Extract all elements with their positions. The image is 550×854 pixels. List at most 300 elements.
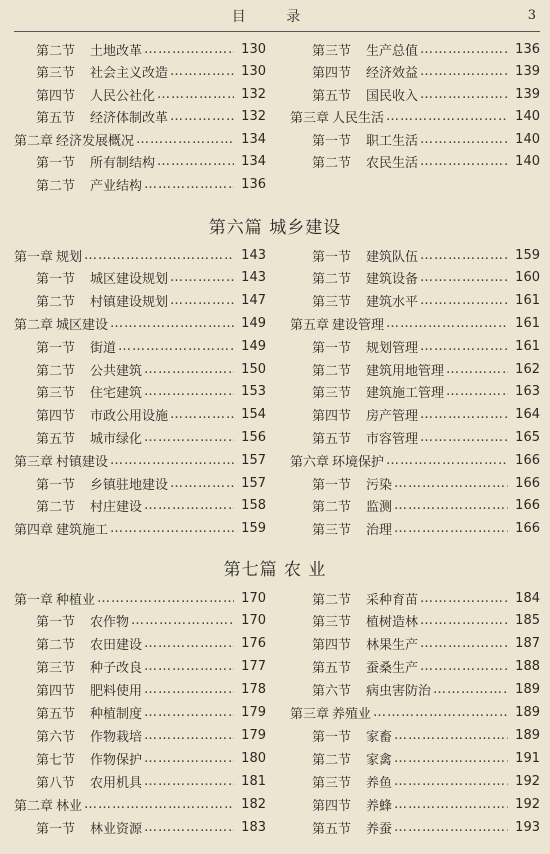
entry-page-number: 184 xyxy=(515,590,540,606)
entry-title: 产业结构 xyxy=(90,178,143,194)
entry-label: 第一章 xyxy=(14,592,54,608)
entry-label: 第二节 xyxy=(36,638,76,654)
dot-leader xyxy=(118,339,234,354)
toc-section-entry[interactable] xyxy=(14,173,266,195)
entry-page-number: 134 xyxy=(241,131,266,147)
entry-page-number: 193 xyxy=(515,819,540,835)
entry-title: 家禽 xyxy=(366,752,393,768)
entry-label: 第三节 xyxy=(312,615,352,631)
entry-label: 第二节 xyxy=(312,500,352,516)
entry-title: 种子改良 xyxy=(90,661,143,677)
toc-chapter-entry[interactable] xyxy=(290,106,540,128)
dot-leader xyxy=(420,42,508,57)
entry-page-number: 166 xyxy=(515,521,540,537)
toc-chapter-entry[interactable] xyxy=(14,449,266,471)
dot-leader xyxy=(131,613,234,628)
entry-page-number: 159 xyxy=(515,247,540,263)
dot-leader xyxy=(420,339,508,354)
dot-leader xyxy=(420,87,508,102)
entry-label: 第二节 xyxy=(312,272,352,288)
entry-page-number: 165 xyxy=(515,429,540,445)
entry-page-number: 192 xyxy=(515,796,540,812)
entry-title: 城区建设 xyxy=(56,317,109,333)
toc-section-entry[interactable] xyxy=(14,472,266,494)
toc-section-entry[interactable] xyxy=(290,426,540,448)
entry-page-number: 134 xyxy=(241,154,266,169)
entry-title: 生产总值 xyxy=(366,43,419,59)
entry-page-number: 166 xyxy=(515,475,540,491)
toc-section-entry[interactable] xyxy=(290,518,540,540)
entry-title: 养鱼 xyxy=(366,775,393,791)
entry-title: 监测 xyxy=(366,500,393,516)
dot-leader xyxy=(420,591,508,606)
dot-leader xyxy=(394,797,508,812)
entry-page-number: 156 xyxy=(241,429,266,445)
entry-title: 养蜂 xyxy=(366,798,393,814)
entry-page-number: 150 xyxy=(241,361,266,377)
dot-leader xyxy=(420,270,508,285)
toc-section-entry[interactable] xyxy=(290,38,540,60)
entry-page-number: 130 xyxy=(241,64,266,79)
dot-leader xyxy=(144,362,234,377)
entry-label: 第三节 xyxy=(312,295,352,311)
dot-leader xyxy=(157,87,234,102)
entry-label: 第五节 xyxy=(36,111,76,126)
entry-label: 第四节 xyxy=(312,798,352,814)
entry-page-number: 140 xyxy=(515,154,540,169)
entry-label: 第三章 xyxy=(290,111,330,126)
entry-title: 建筑设备 xyxy=(366,272,419,288)
entry-page-number: 161 xyxy=(515,315,540,331)
entry-page-number: 187 xyxy=(515,636,540,652)
toc-section-entry[interactable] xyxy=(14,151,266,173)
entry-label: 第二节 xyxy=(312,592,352,608)
entry-label: 第五节 xyxy=(36,431,76,447)
page-number: 3 xyxy=(527,8,536,23)
entry-title: 建筑队伍 xyxy=(366,249,419,265)
entry-label: 第三章 xyxy=(290,707,330,722)
dot-leader xyxy=(170,270,234,285)
dot-leader xyxy=(144,728,234,743)
entry-page-number: 162 xyxy=(515,361,540,377)
entry-title: 采种育苗 xyxy=(366,592,419,608)
dot-leader xyxy=(394,728,508,743)
entry-title: 农田建设 xyxy=(90,638,143,654)
dot-leader xyxy=(446,362,508,377)
entry-label: 第三节 xyxy=(36,661,76,677)
entry-title: 农用机具 xyxy=(90,775,143,791)
entry-label: 第二节 xyxy=(312,752,352,768)
toc-chapter-entry[interactable] xyxy=(14,518,266,540)
toc-section-entry[interactable] xyxy=(290,679,540,701)
toc-chapter-entry[interactable] xyxy=(14,244,266,266)
toc-section-entry[interactable] xyxy=(14,358,266,380)
toc-chapter-entry[interactable] xyxy=(290,449,540,471)
dot-leader xyxy=(110,521,234,536)
entry-label: 第二节 xyxy=(36,363,76,379)
entry-page-number: 163 xyxy=(515,384,540,400)
dot-leader xyxy=(144,498,234,513)
entry-label: 第二节 xyxy=(36,295,76,311)
entry-label: 第三节 xyxy=(36,66,76,81)
entry-page-number: 166 xyxy=(515,498,540,514)
entry-title: 市容管理 xyxy=(366,431,419,447)
dot-leader xyxy=(420,659,508,674)
dot-leader xyxy=(394,774,508,789)
entry-title: 农作物 xyxy=(90,615,130,631)
toc-section-entry[interactable] xyxy=(290,151,540,173)
entry-label: 第一节 xyxy=(312,477,352,493)
toc-chapter-entry[interactable] xyxy=(290,312,540,334)
toc-section-entry[interactable] xyxy=(290,83,540,105)
toc-section-entry[interactable] xyxy=(14,404,266,426)
entry-label: 第四节 xyxy=(36,409,76,425)
dot-leader xyxy=(394,751,508,766)
entry-page-number: 132 xyxy=(241,86,266,102)
entry-label: 第六章 xyxy=(290,454,330,470)
toc-section-entry[interactable] xyxy=(14,335,266,357)
toc-section-entry[interactable] xyxy=(290,404,540,426)
entry-page-number: 192 xyxy=(515,773,540,789)
entry-page-number: 177 xyxy=(241,659,266,675)
entry-title: 农民生活 xyxy=(366,156,419,171)
entry-page-number: 130 xyxy=(241,41,266,57)
entry-title: 林果生产 xyxy=(366,638,419,654)
dot-leader xyxy=(373,705,508,720)
dot-leader xyxy=(144,820,234,835)
entry-page-number: 157 xyxy=(241,452,266,468)
entry-page-number: 191 xyxy=(515,750,540,766)
entry-label: 第四章 xyxy=(14,523,54,539)
entry-title: 养蚕 xyxy=(366,821,393,837)
toc-section-entry[interactable] xyxy=(290,816,540,838)
entry-label: 第二节 xyxy=(312,156,352,171)
dot-leader xyxy=(394,476,508,491)
entry-page-number: 170 xyxy=(241,613,266,629)
entry-title: 污染 xyxy=(366,477,393,493)
dot-leader xyxy=(170,407,234,422)
entry-page-number: 149 xyxy=(241,338,266,354)
entry-label: 第四节 xyxy=(312,409,352,425)
entry-label: 第一节 xyxy=(36,156,76,171)
entry-label: 第二章 xyxy=(14,133,54,149)
entry-label: 第三节 xyxy=(312,43,352,59)
entry-title: 作物栽培 xyxy=(90,729,143,745)
dot-leader xyxy=(420,293,508,308)
entry-title: 规划 xyxy=(56,249,83,265)
toc-section-entry[interactable] xyxy=(14,426,266,448)
entry-page-number: 158 xyxy=(241,498,266,514)
dot-leader xyxy=(144,682,234,697)
toc-section-entry[interactable] xyxy=(290,633,540,655)
entry-label: 第四节 xyxy=(312,66,352,81)
dot-leader xyxy=(170,293,234,308)
entry-page-number: 179 xyxy=(241,705,266,720)
entry-title: 所有制结构 xyxy=(90,156,156,171)
entry-title: 建筑水平 xyxy=(366,295,419,311)
entry-title: 林业 xyxy=(56,798,83,814)
dot-leader xyxy=(144,636,234,651)
dot-leader xyxy=(97,591,234,606)
entry-title: 职工生活 xyxy=(366,133,419,149)
entry-label: 第三节 xyxy=(312,386,352,402)
entry-title: 土地改革 xyxy=(90,43,143,59)
entry-title: 林业资源 xyxy=(90,821,143,837)
entry-page-number: 170 xyxy=(241,590,266,606)
dot-leader xyxy=(420,430,508,445)
toc-section-entry[interactable] xyxy=(14,61,266,83)
entry-label: 第六节 xyxy=(312,684,352,700)
entry-label: 第七节 xyxy=(36,752,76,768)
entry-label: 第五节 xyxy=(312,821,352,837)
entry-label: 第五章 xyxy=(290,317,330,333)
dot-leader xyxy=(144,705,234,720)
dot-leader xyxy=(84,248,234,263)
toc-section-entry[interactable] xyxy=(290,472,540,494)
toc-section-entry[interactable] xyxy=(290,244,540,266)
dot-leader xyxy=(144,751,234,766)
entry-page-number: 189 xyxy=(515,727,540,743)
toc-section-entry[interactable] xyxy=(14,290,266,312)
toc-section-entry[interactable] xyxy=(14,724,266,746)
entry-title: 蚕桑生产 xyxy=(366,661,419,677)
entry-page-number: 153 xyxy=(241,384,266,400)
toc-section-entry[interactable] xyxy=(14,770,266,792)
entry-label: 第四节 xyxy=(36,88,76,104)
entry-label: 第二节 xyxy=(36,178,76,194)
entry-label: 第一章 xyxy=(14,249,54,265)
entry-page-number: 182 xyxy=(241,796,266,812)
entry-title: 经济体制改革 xyxy=(90,111,169,126)
toc-section-entry[interactable] xyxy=(14,702,266,724)
entry-page-number: 161 xyxy=(515,338,540,354)
entry-label: 第一节 xyxy=(36,615,76,631)
part-title: 第七篇 农 业 xyxy=(223,560,327,580)
entry-title: 住宅建筑 xyxy=(90,386,143,402)
entry-label: 第一节 xyxy=(312,133,352,149)
toc-section-entry[interactable] xyxy=(290,335,540,357)
entry-title: 种植制度 xyxy=(90,707,143,722)
entry-title: 肥料使用 xyxy=(90,684,143,700)
entry-title: 人民公社化 xyxy=(90,88,156,104)
entry-title: 市政公用设施 xyxy=(90,409,169,425)
toc-section-entry[interactable] xyxy=(290,381,540,403)
toc-section-entry[interactable] xyxy=(290,61,540,83)
dot-leader xyxy=(420,407,508,422)
toc-section-entry[interactable] xyxy=(14,679,266,701)
entry-title: 种植业 xyxy=(56,592,96,608)
dot-leader xyxy=(110,453,234,468)
entry-page-number: 136 xyxy=(515,41,540,57)
dot-leader xyxy=(394,498,508,513)
toc-chapter-entry[interactable] xyxy=(14,793,266,815)
toc-section-entry[interactable] xyxy=(14,83,266,105)
dot-leader xyxy=(446,384,508,399)
entry-title: 经济效益 xyxy=(366,66,419,81)
toc-section-entry[interactable] xyxy=(14,610,266,632)
dot-leader xyxy=(144,659,234,674)
dot-leader xyxy=(420,132,508,147)
entry-page-number: 140 xyxy=(515,109,540,124)
dot-leader xyxy=(170,476,234,491)
dot-leader xyxy=(420,154,508,169)
entry-page-number: 164 xyxy=(515,407,540,423)
entry-title: 村镇建设 xyxy=(56,454,109,470)
entry-page-number: 139 xyxy=(515,64,540,79)
entry-title: 国民收入 xyxy=(366,88,419,104)
entry-label: 第一节 xyxy=(36,340,76,356)
entry-title: 建设管理 xyxy=(332,317,385,333)
entry-title: 城区建设规划 xyxy=(90,272,169,288)
entry-label: 第五节 xyxy=(36,707,76,722)
entry-page-number: 189 xyxy=(515,682,540,698)
toc-section-entry[interactable] xyxy=(14,747,266,769)
dot-leader xyxy=(394,820,508,835)
entry-label: 第五节 xyxy=(312,431,352,447)
dot-leader xyxy=(170,64,234,79)
entry-label: 第三章 xyxy=(14,454,54,470)
part-title: 第六篇 城乡建设 xyxy=(208,218,342,238)
toc-section-entry[interactable] xyxy=(290,724,540,746)
entry-title: 规划管理 xyxy=(366,340,419,356)
entry-label: 第三节 xyxy=(36,386,76,402)
dot-leader xyxy=(420,613,508,628)
entry-page-number: 180 xyxy=(241,750,266,766)
dot-leader xyxy=(144,42,234,57)
dot-leader xyxy=(420,248,508,263)
entry-label: 第一节 xyxy=(312,729,352,745)
entry-title: 环境保护 xyxy=(332,454,385,470)
entry-page-number: 139 xyxy=(515,86,540,102)
toc-section-entry[interactable] xyxy=(290,290,540,312)
entry-label: 第二章 xyxy=(14,317,54,333)
entry-page-number: 185 xyxy=(515,613,540,629)
entry-title: 经济发展概况 xyxy=(56,133,135,149)
entry-title: 乡镇驻地建设 xyxy=(90,477,169,493)
entry-page-number: 159 xyxy=(241,521,266,537)
toc-section-entry[interactable] xyxy=(14,816,266,838)
entry-title: 房产管理 xyxy=(366,409,419,425)
toc-chapter-entry[interactable] xyxy=(14,128,266,150)
entry-title: 街道 xyxy=(90,340,117,356)
entry-label: 第三节 xyxy=(312,523,352,539)
entry-page-number: 161 xyxy=(515,293,540,309)
entry-page-number: 132 xyxy=(241,109,266,124)
page-header-title: 目 录 xyxy=(231,9,319,25)
entry-title: 公共建筑 xyxy=(90,363,143,379)
entry-label: 第八节 xyxy=(36,775,76,791)
toc-section-entry[interactable] xyxy=(290,610,540,632)
entry-title: 人民生活 xyxy=(332,111,385,126)
toc-section-entry[interactable] xyxy=(290,770,540,792)
dot-leader xyxy=(144,430,234,445)
toc-section-entry[interactable] xyxy=(290,267,540,289)
entry-label: 第一节 xyxy=(312,340,352,356)
toc-section-entry[interactable] xyxy=(290,495,540,517)
entry-label: 第四节 xyxy=(36,684,76,700)
header-rule xyxy=(14,31,540,32)
entry-title: 建筑施工 xyxy=(56,523,109,539)
entry-label: 第二节 xyxy=(312,363,352,379)
toc-chapter-entry[interactable] xyxy=(290,702,540,724)
toc-section-entry[interactable] xyxy=(290,656,540,678)
dot-leader xyxy=(144,384,234,399)
toc-section-entry[interactable] xyxy=(14,267,266,289)
dot-leader xyxy=(157,154,234,169)
entry-label: 第五节 xyxy=(312,88,352,104)
entry-label: 第四节 xyxy=(312,638,352,654)
dot-leader xyxy=(170,109,234,124)
toc-section-entry[interactable] xyxy=(14,633,266,655)
entry-title: 建筑施工管理 xyxy=(366,386,445,402)
entry-page-number: 179 xyxy=(241,727,266,743)
entry-page-number: 189 xyxy=(515,705,540,720)
entry-page-number: 176 xyxy=(241,636,266,652)
toc-chapter-entry[interactable] xyxy=(14,312,266,334)
entry-label: 第三节 xyxy=(312,775,352,791)
toc-section-entry[interactable] xyxy=(14,38,266,60)
entry-title: 建筑用地管理 xyxy=(366,363,445,379)
dot-leader xyxy=(386,453,508,468)
entry-title: 家畜 xyxy=(366,729,393,745)
entry-title: 城市绿化 xyxy=(90,431,143,447)
entry-title: 作物保护 xyxy=(90,752,143,768)
toc-chapter-entry[interactable] xyxy=(14,587,266,609)
entry-page-number: 188 xyxy=(515,659,540,675)
toc-section-entry[interactable] xyxy=(14,106,266,128)
entry-page-number: 178 xyxy=(241,682,266,698)
dot-leader xyxy=(433,682,508,697)
dot-leader xyxy=(394,521,508,536)
toc-section-entry[interactable] xyxy=(290,128,540,150)
dot-leader xyxy=(144,774,234,789)
dot-leader xyxy=(420,64,508,79)
entry-page-number: 154 xyxy=(241,407,266,423)
dot-leader xyxy=(386,109,508,124)
entry-title: 养殖业 xyxy=(332,707,372,722)
entry-page-number: 181 xyxy=(241,773,266,789)
entry-page-number: 160 xyxy=(515,270,540,286)
entry-label: 第六节 xyxy=(36,729,76,745)
entry-page-number: 166 xyxy=(515,452,540,468)
toc-section-entry[interactable] xyxy=(14,495,266,517)
entry-title: 治理 xyxy=(366,523,393,539)
entry-page-number: 143 xyxy=(241,247,266,263)
dot-leader xyxy=(110,316,234,331)
entry-label: 第一节 xyxy=(312,249,352,265)
entry-page-number: 143 xyxy=(241,270,266,286)
dot-leader xyxy=(144,177,234,192)
entry-title: 社会主义改造 xyxy=(90,66,169,81)
toc-section-entry[interactable] xyxy=(290,747,540,769)
dot-leader xyxy=(84,797,234,812)
toc-section-entry[interactable] xyxy=(14,656,266,678)
toc-section-entry[interactable] xyxy=(290,587,540,609)
entry-title: 植树造林 xyxy=(366,615,419,631)
entry-label: 第一节 xyxy=(36,477,76,493)
entry-title: 村镇建设规划 xyxy=(90,295,169,311)
entry-title: 病虫害防治 xyxy=(366,684,432,700)
toc-section-entry[interactable] xyxy=(290,358,540,380)
entry-label: 第二章 xyxy=(14,798,54,814)
dot-leader xyxy=(386,316,508,331)
entry-label: 第一节 xyxy=(36,272,76,288)
dot-leader xyxy=(136,132,234,147)
toc-section-entry[interactable] xyxy=(290,793,540,815)
entry-page-number: 147 xyxy=(241,293,266,309)
entry-label: 第五节 xyxy=(312,661,352,677)
toc-section-entry[interactable] xyxy=(14,381,266,403)
